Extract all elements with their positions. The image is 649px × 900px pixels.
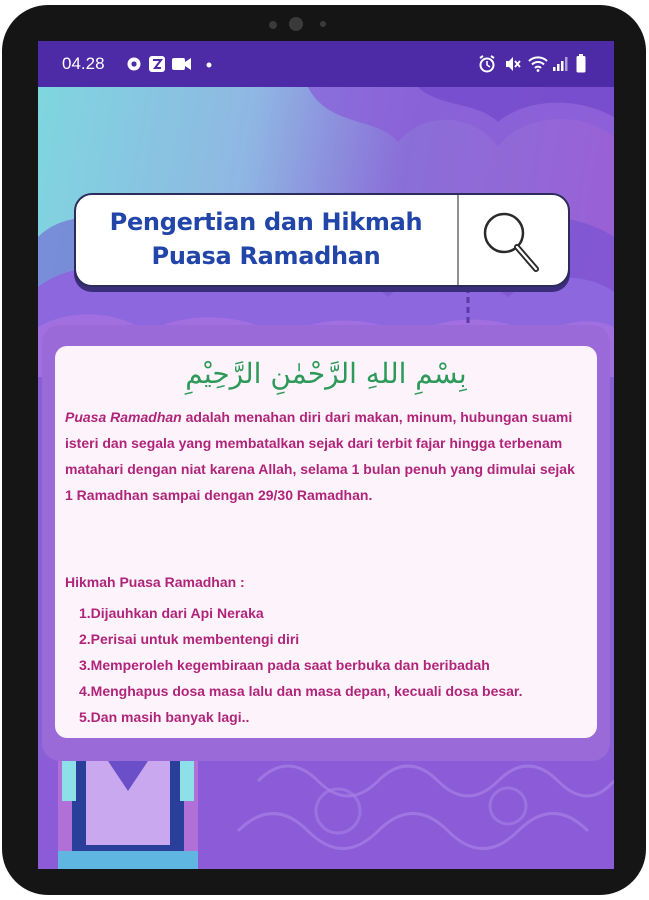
title-line-2: Puasa Ramadhan: [151, 242, 381, 270]
search-bar[interactable]: [74, 193, 570, 287]
basmala-text: بِسْمِ اللهِ الرَّحْمٰنِ الرَّحِيْمِ: [185, 357, 467, 390]
lantern-decoration: [38, 761, 614, 869]
settings-notification-icon: [126, 56, 142, 72]
content-panel: [55, 346, 597, 738]
search-button[interactable]: [460, 195, 568, 285]
definition-paragraph: [65, 404, 585, 508]
signal-icon: [552, 56, 568, 72]
video-call-icon: [172, 57, 192, 71]
app-notification-icon: [148, 55, 166, 73]
list-item: 4.Menghapus dosa masa lalu dan masa depan, kecuali dosa besar.: [79, 683, 523, 699]
alarm-icon: [478, 55, 496, 73]
list-item: 2.Perisai untuk membentengi diri: [79, 631, 300, 647]
dot-icon: [206, 62, 212, 68]
hikmah-list: [79, 600, 523, 730]
search-icon: [460, 195, 568, 285]
content-card: [42, 325, 610, 761]
hikmah-title: Hikmah Puasa Ramadhan :: [65, 574, 245, 590]
title-line-1: Pengertian dan Hikmah: [109, 208, 423, 236]
sensor-dot: [320, 21, 326, 27]
battery-icon: [576, 54, 586, 73]
page-title: [76, 205, 456, 273]
definition-term: Puasa Ramadhan: [65, 409, 182, 425]
list-item: 3.Memperoleh kegembiraan pada saat berbuka dan beribadah: [79, 657, 490, 673]
screen: [38, 41, 614, 869]
definition-text: adalah menahan diri dari makan, minum, hubungan suami isteri dan segala yang membatalkan sejak dari terbit fajar hingga terbenam matahari dengan niat karena Allah, selama 1 bulan penuh yang dimulai sejak 1 Ramadhan sampai dengan 29/30 Ramadhan.: [65, 409, 575, 503]
wifi-icon: [528, 55, 548, 72]
bottom-decoration: [38, 761, 614, 869]
search-divider: [457, 195, 459, 285]
list-item: 5.Dan masih banyak lagi..: [79, 709, 250, 725]
list-item: 1.Dijauhkan dari Api Neraka: [79, 605, 264, 621]
sensor-dot: [269, 21, 277, 29]
mute-icon: [504, 55, 522, 73]
status-time: 04.28: [62, 54, 105, 73]
front-camera: [289, 17, 303, 31]
status-bar: [38, 41, 614, 87]
tablet-frame: [2, 5, 646, 895]
